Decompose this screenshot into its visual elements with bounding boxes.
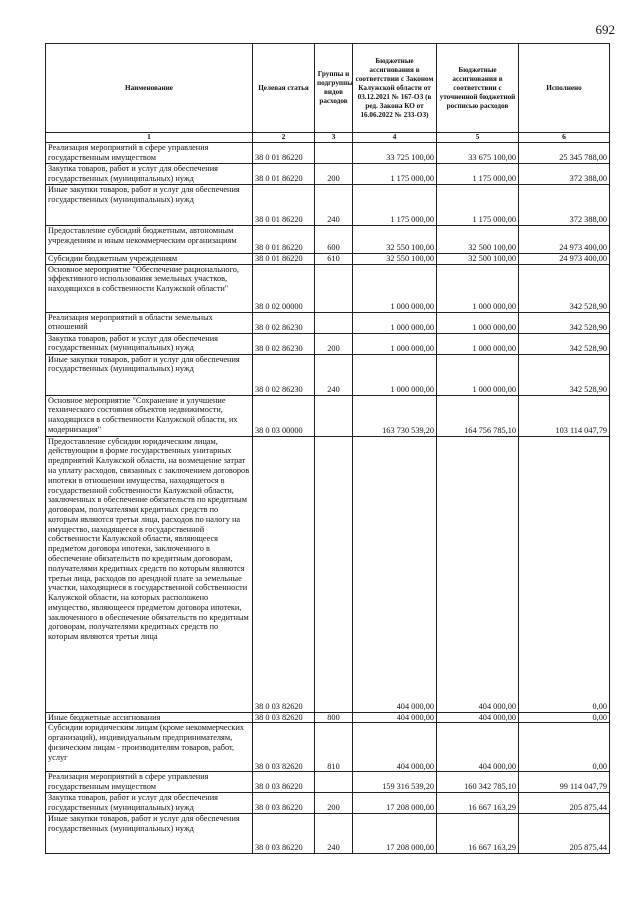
- row-executed-amount: 0,00: [519, 712, 610, 723]
- row-refined-amount: 1 000 000,00: [437, 333, 519, 354]
- row-group-code: 810: [315, 723, 353, 772]
- table-row: [46, 354, 610, 395]
- table-row: [46, 395, 610, 436]
- row-name: Основное мероприятие "Обеспечение рационального, эффективного использования земельных участков, находящихся в собственности Калужской области": [46, 264, 253, 312]
- row-refined-amount: 33 675 100,00: [437, 142, 519, 163]
- row-refined-amount: 164 756 785,10: [437, 395, 519, 436]
- table-row: [46, 723, 610, 772]
- row-law-amount: 1 000 000,00: [353, 312, 437, 333]
- row-law-amount: 32 550 100,00: [353, 225, 437, 253]
- row-target-code: 38 0 02 86230: [253, 333, 315, 354]
- row-executed-amount: 24 973 400,00: [519, 225, 610, 253]
- header-law: Бюджетные ассигнования в соответствии с Законом Калужской области от 03.12.2021 № 167-ОЗ (в ред. Закона КО от 16.06.2022 № 233-ОЗ): [353, 44, 437, 133]
- row-law-amount: 404 000,00: [353, 723, 437, 772]
- row-group-code: [315, 264, 353, 312]
- column-numbers-row: [46, 133, 610, 143]
- row-refined-amount: 32 500 100,00: [437, 253, 519, 264]
- row-name: Закупка товаров, работ и услуг для обеспечения государственных (муниципальных) нужд: [46, 333, 253, 354]
- table-row: [46, 184, 610, 225]
- row-group-code: 240: [315, 184, 353, 225]
- row-executed-amount: 372 388,00: [519, 163, 610, 184]
- row-group-code: 800: [315, 712, 353, 723]
- row-executed-amount: 372 388,00: [519, 184, 610, 225]
- row-refined-amount: 160 342 785,10: [437, 772, 519, 793]
- row-executed-amount: 24 973 400,00: [519, 253, 610, 264]
- header-executed: Исполнено: [519, 44, 610, 133]
- header-refined: Бюджетные ассигнования в соответствии с уточненной бюджетной росписью расходов: [437, 44, 519, 133]
- column-number: 2: [253, 133, 315, 143]
- row-target-code: 38 0 03 82620: [253, 712, 315, 723]
- row-group-code: [315, 312, 353, 333]
- row-executed-amount: 342 528,90: [519, 333, 610, 354]
- row-law-amount: 404 000,00: [353, 712, 437, 723]
- row-refined-amount: 32 500 100,00: [437, 225, 519, 253]
- row-target-code: 38 0 03 86220: [253, 813, 315, 853]
- row-group-code: 200: [315, 163, 353, 184]
- table-row: [46, 312, 610, 333]
- row-refined-amount: 1 000 000,00: [437, 264, 519, 312]
- row-name: Основное мероприятие "Сохранение и улучшение технического состояния объектов недвижимости, находящихся в собственности Калужской области, их модернизация": [46, 395, 253, 436]
- row-name: Иные закупки товаров, работ и услуг для обеспечения государственных (муниципальных) нужд: [46, 184, 253, 225]
- row-refined-amount: 1 175 000,00: [437, 184, 519, 225]
- column-number: 3: [315, 133, 353, 143]
- row-executed-amount: 342 528,90: [519, 354, 610, 395]
- table-row: [46, 712, 610, 723]
- header-target: Целевая статья: [253, 44, 315, 133]
- row-target-code: 38 0 03 82620: [253, 436, 315, 712]
- row-executed-amount: 205 875,44: [519, 813, 610, 853]
- budget-table: [45, 43, 610, 854]
- row-name: Предоставление субсидии юридическим лицам, действующим в форме государственных унитарных предприятий Калужской области, на возмещение затрат на уплату расходов, связанных с заключением договоров ипотеки в отношении имущества, находящегося в государственной собственности Калужской области, заключенных в обеспечение обязательств по кредитным договорам, получателями кредитных средств по которым являются третьи лица, расходов по налогу на имущество, находящееся в государственной собственности Калужской области, являющееся предметом договора ипотеки, заключенного в обеспечение обязательств по кредитным договорам, получателями кредитных средств по которым являются третьи лица, расходов по арендной плате за земельные участки, находящиеся в государственной собственности Калужской области, на которых расположено имущество, являющееся предметом договора ипотеки, заключенного в обеспечение обязательств по кредитным договорам, получателями кредитных средств по которым являются третьи лица: [46, 436, 253, 712]
- row-law-amount: 17 208 000,00: [353, 813, 437, 853]
- row-group-code: [315, 142, 353, 163]
- row-target-code: 38 0 01 86220: [253, 142, 315, 163]
- row-name: Иные закупки товаров, работ и услуг для обеспечения государственных (муниципальных) нужд: [46, 813, 253, 853]
- row-law-amount: 1 175 000,00: [353, 163, 437, 184]
- row-target-code: 38 0 01 86220: [253, 253, 315, 264]
- row-target-code: 38 0 03 00000: [253, 395, 315, 436]
- row-law-amount: 1 000 000,00: [353, 264, 437, 312]
- row-law-amount: 1 000 000,00: [353, 354, 437, 395]
- table-row: [46, 142, 610, 163]
- row-refined-amount: 1 000 000,00: [437, 312, 519, 333]
- row-refined-amount: 404 000,00: [437, 712, 519, 723]
- row-target-code: 38 0 03 86220: [253, 792, 315, 813]
- row-target-code: 38 0 03 82620: [253, 723, 315, 772]
- row-name: Предоставление субсидий бюджетным, автономным учреждениям и иным некоммерческим организациям: [46, 225, 253, 253]
- row-target-code: 38 0 01 86220: [253, 184, 315, 225]
- row-target-code: 38 0 02 00000: [253, 264, 315, 312]
- row-name: Закупка товаров, работ и услуг для обеспечения государственных (муниципальных) нужд: [46, 792, 253, 813]
- row-name: Реализация мероприятий в сфере управления государственным имуществом: [46, 772, 253, 793]
- table-row: [46, 264, 610, 312]
- table-row: [46, 253, 610, 264]
- row-name: Реализация мероприятий в области земельных отношений: [46, 312, 253, 333]
- row-target-code: 38 0 01 86220: [253, 225, 315, 253]
- row-law-amount: 1 000 000,00: [353, 333, 437, 354]
- column-number: 5: [437, 133, 519, 143]
- row-group-code: 600: [315, 225, 353, 253]
- table-row: [46, 436, 610, 712]
- row-law-amount: 33 725 100,00: [353, 142, 437, 163]
- table-row: [46, 813, 610, 853]
- table-body: [46, 142, 610, 853]
- row-group-code: 610: [315, 253, 353, 264]
- row-refined-amount: 1 175 000,00: [437, 163, 519, 184]
- row-executed-amount: 205 875,44: [519, 792, 610, 813]
- column-number: 4: [353, 133, 437, 143]
- row-executed-amount: 342 528,90: [519, 264, 610, 312]
- row-refined-amount: 404 000,00: [437, 723, 519, 772]
- row-law-amount: 163 730 539,20: [353, 395, 437, 436]
- table-row: [46, 163, 610, 184]
- row-group-code: 240: [315, 354, 353, 395]
- row-group-code: 200: [315, 792, 353, 813]
- row-executed-amount: 99 114 047,79: [519, 772, 610, 793]
- row-target-code: 38 0 02 86230: [253, 312, 315, 333]
- row-executed-amount: 103 114 047,79: [519, 395, 610, 436]
- row-refined-amount: 16 667 163,29: [437, 813, 519, 853]
- table-row: [46, 792, 610, 813]
- row-law-amount: 32 550 100,00: [353, 253, 437, 264]
- row-group-code: 240: [315, 813, 353, 853]
- row-target-code: 38 0 03 86220: [253, 772, 315, 793]
- row-refined-amount: 16 667 163,29: [437, 792, 519, 813]
- row-name: Субсидии юридическим лицам (кроме некоммерческих организаций), индивидуальным предпринимателям, физическим лицам - производителям товаров, работ, услуг: [46, 723, 253, 772]
- row-executed-amount: 25 345 788,00: [519, 142, 610, 163]
- row-target-code: 38 0 02 86230: [253, 354, 315, 395]
- row-group-code: 200: [315, 333, 353, 354]
- row-law-amount: 1 175 000,00: [353, 184, 437, 225]
- table-row: [46, 333, 610, 354]
- row-group-code: [315, 772, 353, 793]
- row-name: Закупка товаров, работ и услуг для обеспечения государственных (муниципальных) нужд: [46, 163, 253, 184]
- row-executed-amount: 342 528,90: [519, 312, 610, 333]
- row-group-code: [315, 436, 353, 712]
- row-law-amount: 17 208 000,00: [353, 792, 437, 813]
- row-refined-amount: 404 000,00: [437, 436, 519, 712]
- row-name: Иные закупки товаров, работ и услуг для обеспечения государственных (муниципальных) нужд: [46, 354, 253, 395]
- row-group-code: [315, 395, 353, 436]
- column-number: 1: [46, 133, 253, 143]
- row-executed-amount: 0,00: [519, 436, 610, 712]
- row-law-amount: 159 316 539,20: [353, 772, 437, 793]
- row-name: Иные бюджетные ассигнования: [46, 712, 253, 723]
- page-number: 692: [595, 22, 615, 37]
- column-number: 6: [519, 133, 610, 143]
- row-refined-amount: 1 000 000,00: [437, 354, 519, 395]
- table-header-row: [46, 44, 610, 133]
- table-row: [46, 225, 610, 253]
- row-name: Реализация мероприятий в сфере управления государственным имуществом: [46, 142, 253, 163]
- row-executed-amount: 0,00: [519, 723, 610, 772]
- row-target-code: 38 0 01 86220: [253, 163, 315, 184]
- table-row: [46, 772, 610, 793]
- header-name: Наименование: [46, 44, 253, 133]
- header-group: Группы и подгруппы видов расходов: [315, 44, 353, 133]
- row-name: Субсидии бюджетным учреждениям: [46, 253, 253, 264]
- row-law-amount: 404 000,00: [353, 436, 437, 712]
